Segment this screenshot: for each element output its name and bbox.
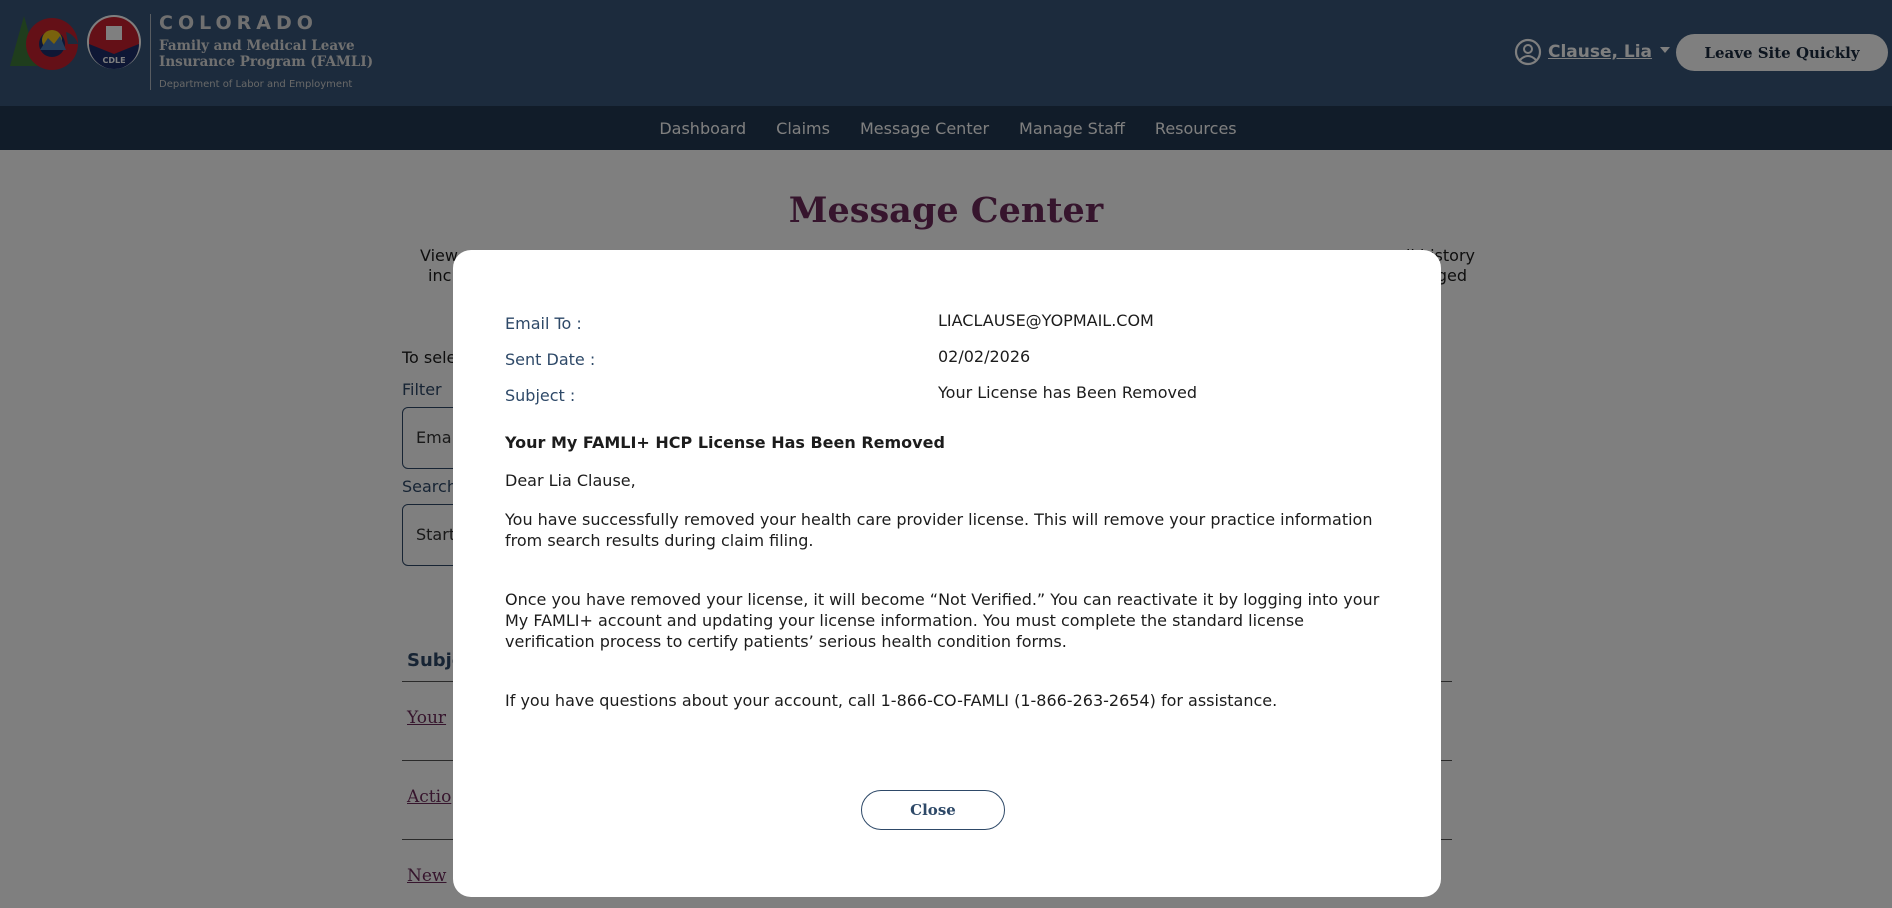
sent-date-label: Sent Date :: [505, 349, 596, 369]
email-meta: [505, 305, 1385, 413]
email-body: [505, 432, 1385, 749]
meta-row-subject: [505, 377, 1385, 413]
subject-label: Subject :: [505, 385, 576, 405]
sent-date-value: 02/02/2026: [938, 346, 1031, 366]
subject-value: Your License has Been Removed: [938, 382, 1197, 402]
email-paragraph: If you have questions about your account, call 1-866-CO-FAMLI (1-866-263-2654) for assistance.: [505, 691, 1278, 710]
email-paragraph: Once you have removed your license, it will become “Not Verified.” You can reactivate it by logging into your My FAMLI+ account and updating your license information. You must complete the standard license verification process to certify patients’ serious health condition forms.: [505, 590, 1380, 651]
email-to-value: LIACLAUSE@YOPMAIL.COM: [938, 310, 1154, 330]
meta-row-email-to: [505, 305, 1385, 341]
email-heading: Your My FAMLI+ HCP License Has Been Removed: [505, 433, 945, 452]
email-detail-modal: [453, 250, 1441, 897]
close-button[interactable]: Close: [861, 790, 1005, 830]
email-paragraph: You have successfully removed your health care provider license. This will remove your practice information from search results during claim filing.: [505, 510, 1373, 550]
email-to-label: Email To :: [505, 313, 582, 333]
email-greeting: Dear Lia Clause,: [505, 471, 636, 490]
meta-row-sent-date: [505, 341, 1385, 377]
